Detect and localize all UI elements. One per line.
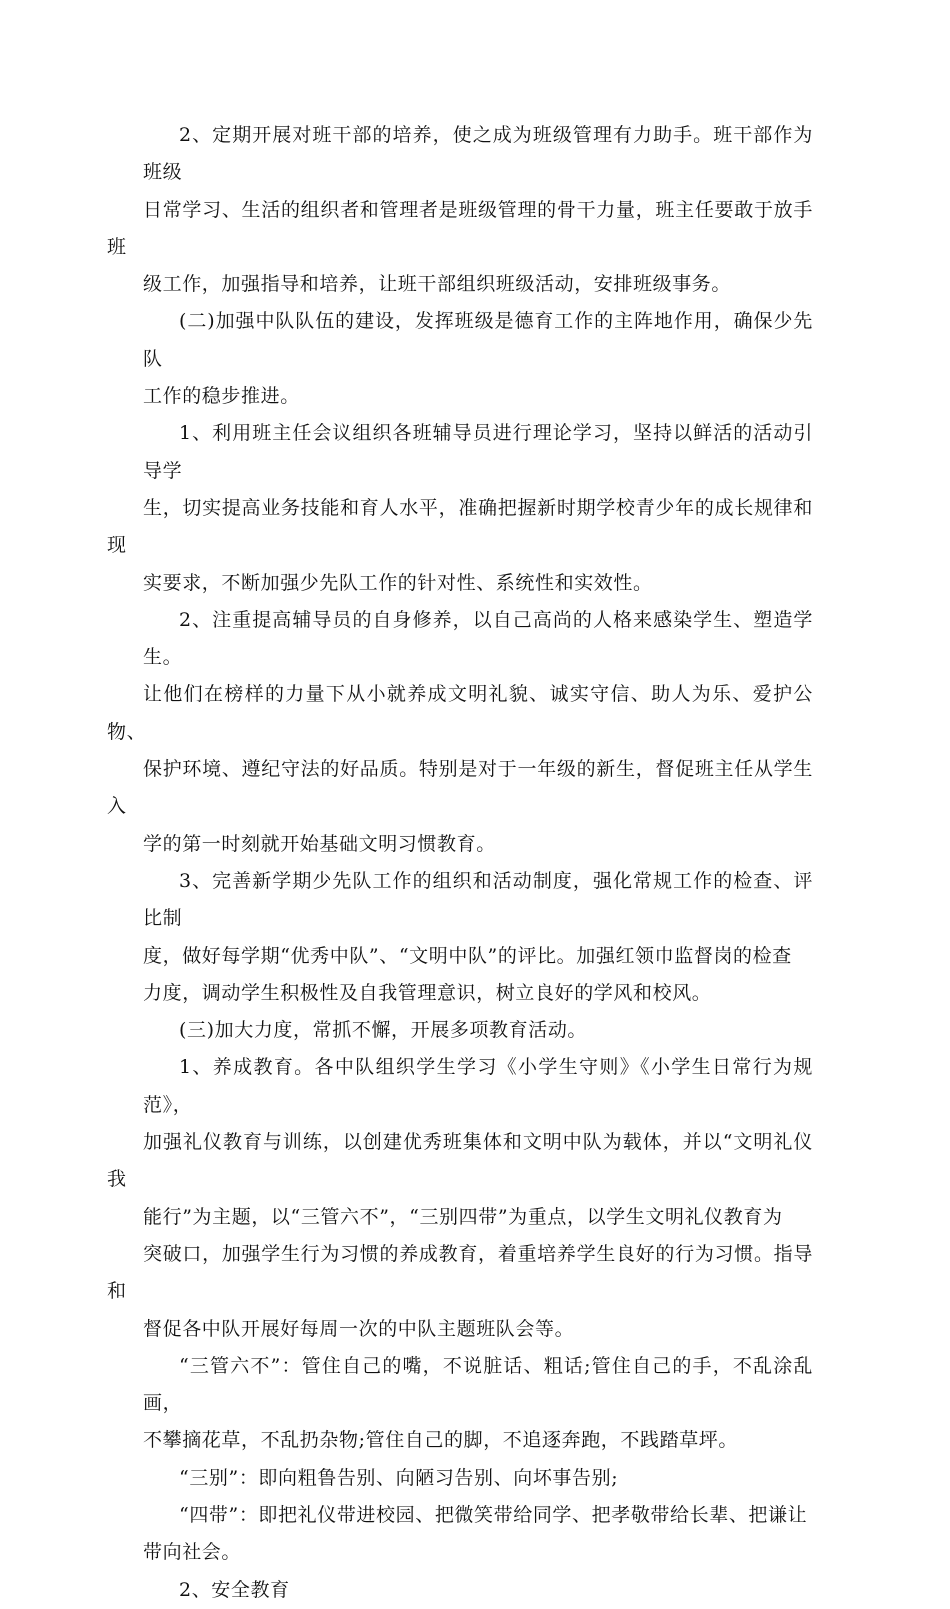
paragraph (143, 1460, 813, 1497)
text-line: 级工作，加强指导和培养，让班干部组织班级活动，安排班级事务。 (143, 273, 732, 296)
text-line: (二)加强中队队伍的建设，发挥班级是德育工作的主阵地作用，确保少先队 (143, 310, 813, 370)
text-line: 力度，调动学生积极性及自我管理意识，树立良好的学风和校风。 (143, 981, 712, 1004)
paragraph (107, 117, 813, 303)
text-line: 度，做好每学期“优秀中队”、“文明中队”的评比。加强红领巾监督岗的检查 (143, 944, 792, 967)
text-line: 生，切实提高业务技能和育人水平，准确把握新时期学校青少年的成长规律和现 (107, 496, 813, 557)
text-line: “三别”：即向粗鲁告别、向陋习告别、向坏事告别; (179, 1466, 619, 1489)
text-line: 日常学习、生活的组织者和管理者是班级管理的骨干力量，班主任要敢于放手班 (107, 198, 813, 258)
paragraph (143, 1497, 813, 1572)
text-line: 工作的稳步推进。 (143, 385, 300, 408)
text-line: 让他们在榜样的力量下从小就养成文明礼貌、诚实守信、助人为乐、爱护公物、 (107, 683, 813, 743)
text-line: 2、安全教育 (179, 1578, 290, 1601)
paragraph (107, 1049, 813, 1347)
text-line: 不攀摘花草，不乱扔杂物;管住自己的脚，不追逐奔跑，不践踏草坪。 (143, 1429, 739, 1452)
document-body (107, 117, 813, 1609)
text-line: 加强礼仪教育与训练，以创建优秀班集体和文明中队为载体，并以“文明礼仪我 (107, 1131, 813, 1191)
paragraph (107, 415, 813, 601)
text-line: 突破口，加强学生行为习惯的养成教育，着重培养学生良好的行为习惯。指导和 (107, 1242, 813, 1303)
paragraph (143, 1572, 813, 1609)
paragraph (143, 1348, 813, 1460)
text-line: 实要求，不断加强少先队工作的针对性、系统性和实效性。 (143, 571, 653, 594)
text-line: 学的第一时刻就开始基础文明习惯教育。 (143, 832, 496, 855)
paragraph (143, 1012, 813, 1049)
text-line: “四带”：即把礼仪带进校园、把微笑带给同学、把孝敬带给长辈、把谦让 (179, 1503, 808, 1526)
text-line: 1、利用班主任会议组织各班辅导员进行理论学习，坚持以鲜活的活动引导学 (143, 422, 813, 482)
text-line: 带向社会。 (143, 1541, 242, 1564)
text-line: 1、养成教育。各中队组织学生学习《小学生守则》《小学生日常行为规范》， (143, 1056, 813, 1116)
paragraph (107, 602, 813, 863)
text-line: 能行”为主题，以“三管六不”，“三别四带”为重点，以学生文明礼仪教育为 (143, 1205, 783, 1228)
text-line: (三)加大力度，常抓不懈，开展多项教育活动。 (179, 1019, 588, 1042)
text-line: 保护环境、遵纪守法的好品质。特别是对于一年级的新生，督促班主任从学生入 (107, 758, 813, 818)
text-line: 2、注重提高辅导员的自身修养，以自己高尚的人格来感染学生、塑造学生。 (143, 608, 813, 669)
text-line: “三管六不”：管住自己的嘴，不说脏话、粗话;管住自己的手，不乱涂乱画， (143, 1354, 813, 1415)
paragraph (143, 303, 813, 415)
paragraph (143, 863, 813, 1012)
text-line: 2、定期开展对班干部的培养，使之成为班级管理有力助手。班干部作为班级 (143, 124, 813, 184)
text-line: 督促各中队开展好每周一次的中队主题班队会等。 (143, 1317, 575, 1340)
text-line: 3、完善新学期少先队工作的组织和活动制度，强化常规工作的检查、评比制 (143, 869, 813, 930)
